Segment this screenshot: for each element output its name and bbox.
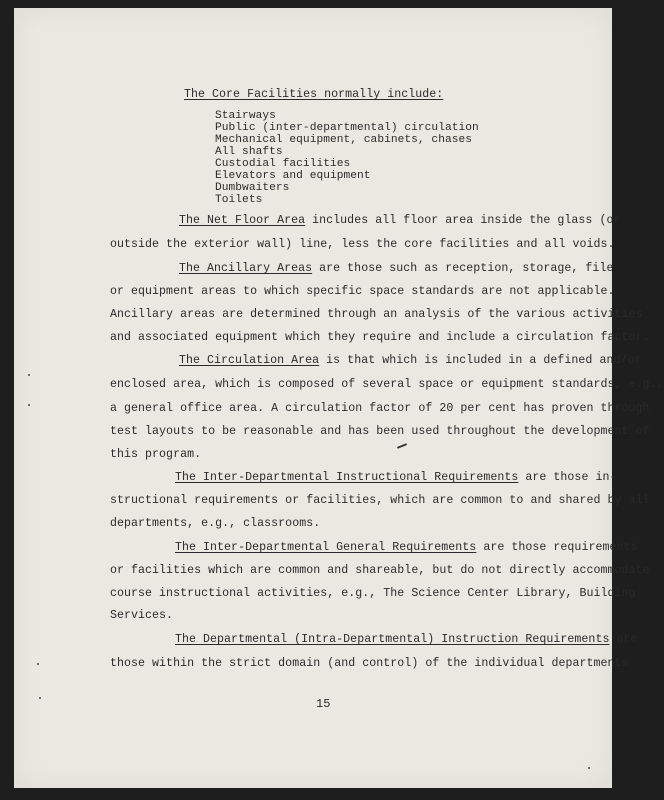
departmental-paragraph-line: those within the strict domain (and control) of the individual departments — [110, 657, 629, 670]
list-item: Dumbwaiters — [215, 182, 290, 194]
ancillary-paragraph-line: and associated equipment which they require and include a circulation factor. — [110, 331, 650, 344]
pen-mark — [397, 443, 407, 449]
inter-general-text: are those requirements — [476, 541, 638, 554]
inter-general-paragraph-line: Services. — [110, 609, 174, 622]
inter-instructional-paragraph-line: structional requirements or facilities, which are common to and shared by all — [110, 494, 650, 507]
departmental-paragraph-line — [175, 633, 638, 647]
inter-instructional-term: The Inter-Departmental Instructional Requirements — [175, 471, 519, 484]
scan-speck — [28, 374, 30, 376]
circulation-paragraph-line: test layouts to be reasonable and has been used throughout the development of — [110, 425, 650, 438]
circulation-term: The Circulation Area — [179, 354, 320, 367]
inter-general-paragraph-line — [175, 541, 638, 555]
circulation-paragraph-line — [179, 354, 642, 368]
list-item: Mechanical equipment, cabinets, chases — [215, 134, 473, 146]
inter-general-paragraph-line: course instructional activities, e.g., The Science Center Library, Building — [110, 587, 636, 600]
inter-instructional-text: are those in- — [518, 471, 617, 484]
ancillary-paragraph-line — [179, 262, 613, 276]
scan-speck — [588, 767, 590, 769]
inter-general-paragraph-line: or facilities which are common and shareable, but do not directly accommodate — [110, 564, 650, 577]
circulation-paragraph-line: a general office area. A circulation factor of 20 per cent has proven through — [110, 402, 650, 415]
scan-speck — [37, 663, 39, 665]
circulation-text: is that which is included in a defined and/or — [319, 354, 642, 367]
inter-instructional-paragraph-line: departments, e.g., classrooms. — [110, 517, 321, 530]
list-item: All shafts — [215, 146, 283, 158]
net-floor-term: The Net Floor Area — [179, 214, 306, 227]
net-floor-paragraph-line — [179, 214, 620, 228]
list-item: Public (inter-departmental) circulation — [215, 122, 479, 134]
ancillary-term: The Ancillary Areas — [179, 262, 313, 275]
scan-speck — [28, 404, 30, 406]
net-floor-paragraph-line: outside the exterior wall) line, less the core facilities and all voids. — [110, 238, 615, 251]
page-number: 15 — [316, 697, 331, 711]
list-item: Custodial facilities — [215, 158, 351, 170]
inter-general-term: The Inter-Departmental General Requirements — [175, 541, 477, 554]
ancillary-text: are those such as reception, storage, file — [312, 262, 614, 275]
departmental-text: are — [609, 633, 638, 646]
net-floor-text: includes all floor area inside the glass (or — [305, 214, 621, 227]
list-item: Elevators and equipment — [215, 170, 371, 182]
ancillary-paragraph-line: or equipment areas to which specific space standards are not applicable. — [110, 285, 615, 298]
list-item: Stairways — [215, 110, 276, 122]
inter-instructional-paragraph-line — [175, 471, 616, 485]
circulation-paragraph-line: enclosed area, which is composed of several space or equipment standards, e.g., — [110, 378, 664, 391]
scan-speck — [39, 697, 41, 699]
list-item: Toilets — [215, 194, 263, 206]
departmental-term: The Departmental (Intra-Departmental) Instruction Requirements — [175, 633, 610, 646]
circulation-paragraph-line: this program. — [110, 448, 202, 461]
core-facilities-heading: The Core Facilities normally include: — [184, 88, 444, 101]
document-page — [14, 8, 664, 788]
ancillary-paragraph-line: Ancillary areas are determined through an analysis of the various activities — [110, 308, 643, 321]
